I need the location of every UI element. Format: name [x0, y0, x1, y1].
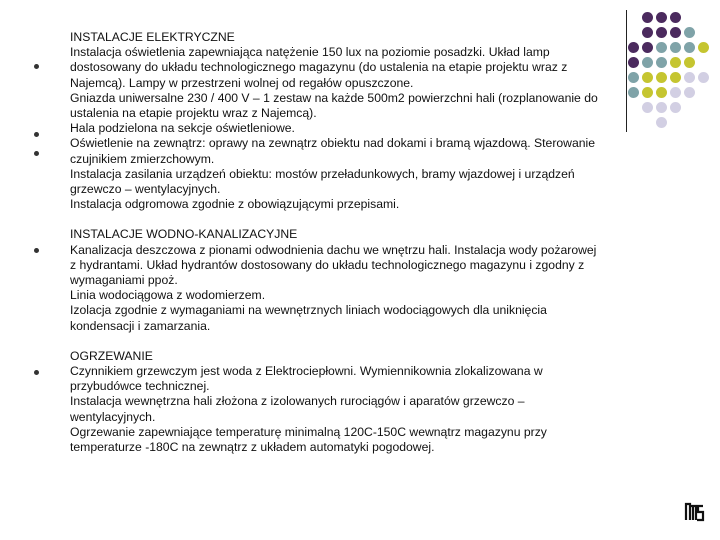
section-electrical: [34, 30, 684, 212]
dot: [684, 72, 695, 83]
dot: [684, 42, 695, 53]
text-line: czujnikiem zmierzchowym.: [70, 151, 215, 166]
section-water: [34, 227, 684, 333]
text-line: Czynnikiem grzewczym jest woda z Elektrociepłowni. Wymiennikownia zlokalizowana w: [70, 364, 543, 379]
ms-logo: [682, 496, 706, 522]
text-line: wymaganiami ppoż.: [70, 273, 178, 288]
text-line: Instalacja wewnętrzna hali złożona z izolowanych rurociągów i aparatów grzewczo –: [70, 394, 525, 409]
text-line: Instalacja odgromowa zgodnie z obowiązującymi przepisami.: [70, 197, 400, 212]
dot: [670, 12, 681, 23]
text-line: grzewczo – wentylacyjnych.: [70, 182, 221, 197]
bullet-icon: [34, 248, 39, 253]
dot: [684, 27, 695, 38]
bullet-icon: [34, 132, 39, 137]
text-line: Linia wodociągowa z wodomierzem.: [70, 288, 266, 303]
section-heading: INSTALACJE ELEKTRYCZNE: [70, 30, 235, 44]
text-line: Instalacja zasilania urządzeń obiektu: mostów przeładunkowych, bramy wjazdowej i urządzeń: [70, 166, 575, 181]
text-line: dostosowany do układu technologicznego magazynu (do ustalenia na etapie projektu wraz z: [70, 60, 568, 75]
text-line: Kanalizacja deszczowa z pionami odwodnienia dachu we wnętrzu hali. Instalacja wody pożarowej: [70, 242, 597, 257]
section-heating: [34, 349, 684, 455]
text-line: temperaturze -180C na zewnątrz z układem automatyki pogodowej.: [70, 440, 435, 455]
document-body: [34, 30, 684, 455]
text-line: kondensacji i zamarzania.: [70, 318, 211, 333]
text-line: Gniazda uniwersalne 230 / 400 V – 1 zestaw na każde 500m2 powierzchni hali (rozplanowanie do: [70, 90, 598, 105]
bullet-icon: [34, 64, 39, 69]
dot: [642, 12, 653, 23]
text-line: Hala podzielona na sekcje oświetleniowe.: [70, 121, 295, 136]
dot: [698, 42, 709, 53]
text-line: Najemcą). Lampy w przestrzeni wolnej od regałów opuszczone.: [70, 75, 414, 90]
dot: [684, 57, 695, 68]
bullet-icon: [34, 151, 39, 156]
bullet-icon: [34, 370, 39, 375]
text-line: przybudówce technicznej.: [70, 379, 210, 394]
dot: [656, 12, 667, 23]
text-line: z hydrantami. Układ hydrantów dostosowany do układu technologicznego magazynu i zgodny z: [70, 257, 585, 272]
text-line: wentylacyjnych.: [70, 409, 156, 424]
text-line: ustalenia na etapie projektu wraz z Najemcą).: [70, 106, 317, 121]
section-heading: INSTALACJE WODNO-KANALIZACYJNE: [70, 227, 298, 242]
dot: [698, 72, 709, 83]
text-line: Ogrzewanie zapewniające temperaturę minimalną 120C-150C wewnątrz magazynu przy: [70, 424, 547, 439]
dot: [684, 87, 695, 98]
text-line: Oświetlenie na zewnątrz: oprawy na zewnątrz obiektu nad dokami i bramą wjazdową. Sterowanie: [70, 136, 596, 151]
section-heading: OGRZEWANIE: [70, 348, 153, 363]
text-line: Izolacja zgodnie z wymaganiami na wewnętrznych liniach wodociągowych dla uniknięcia: [70, 303, 547, 318]
text-line: Instalacja oświetlenia zapewniająca natężenie 150 lux na poziomie posadzki. Układ lamp: [70, 45, 550, 60]
